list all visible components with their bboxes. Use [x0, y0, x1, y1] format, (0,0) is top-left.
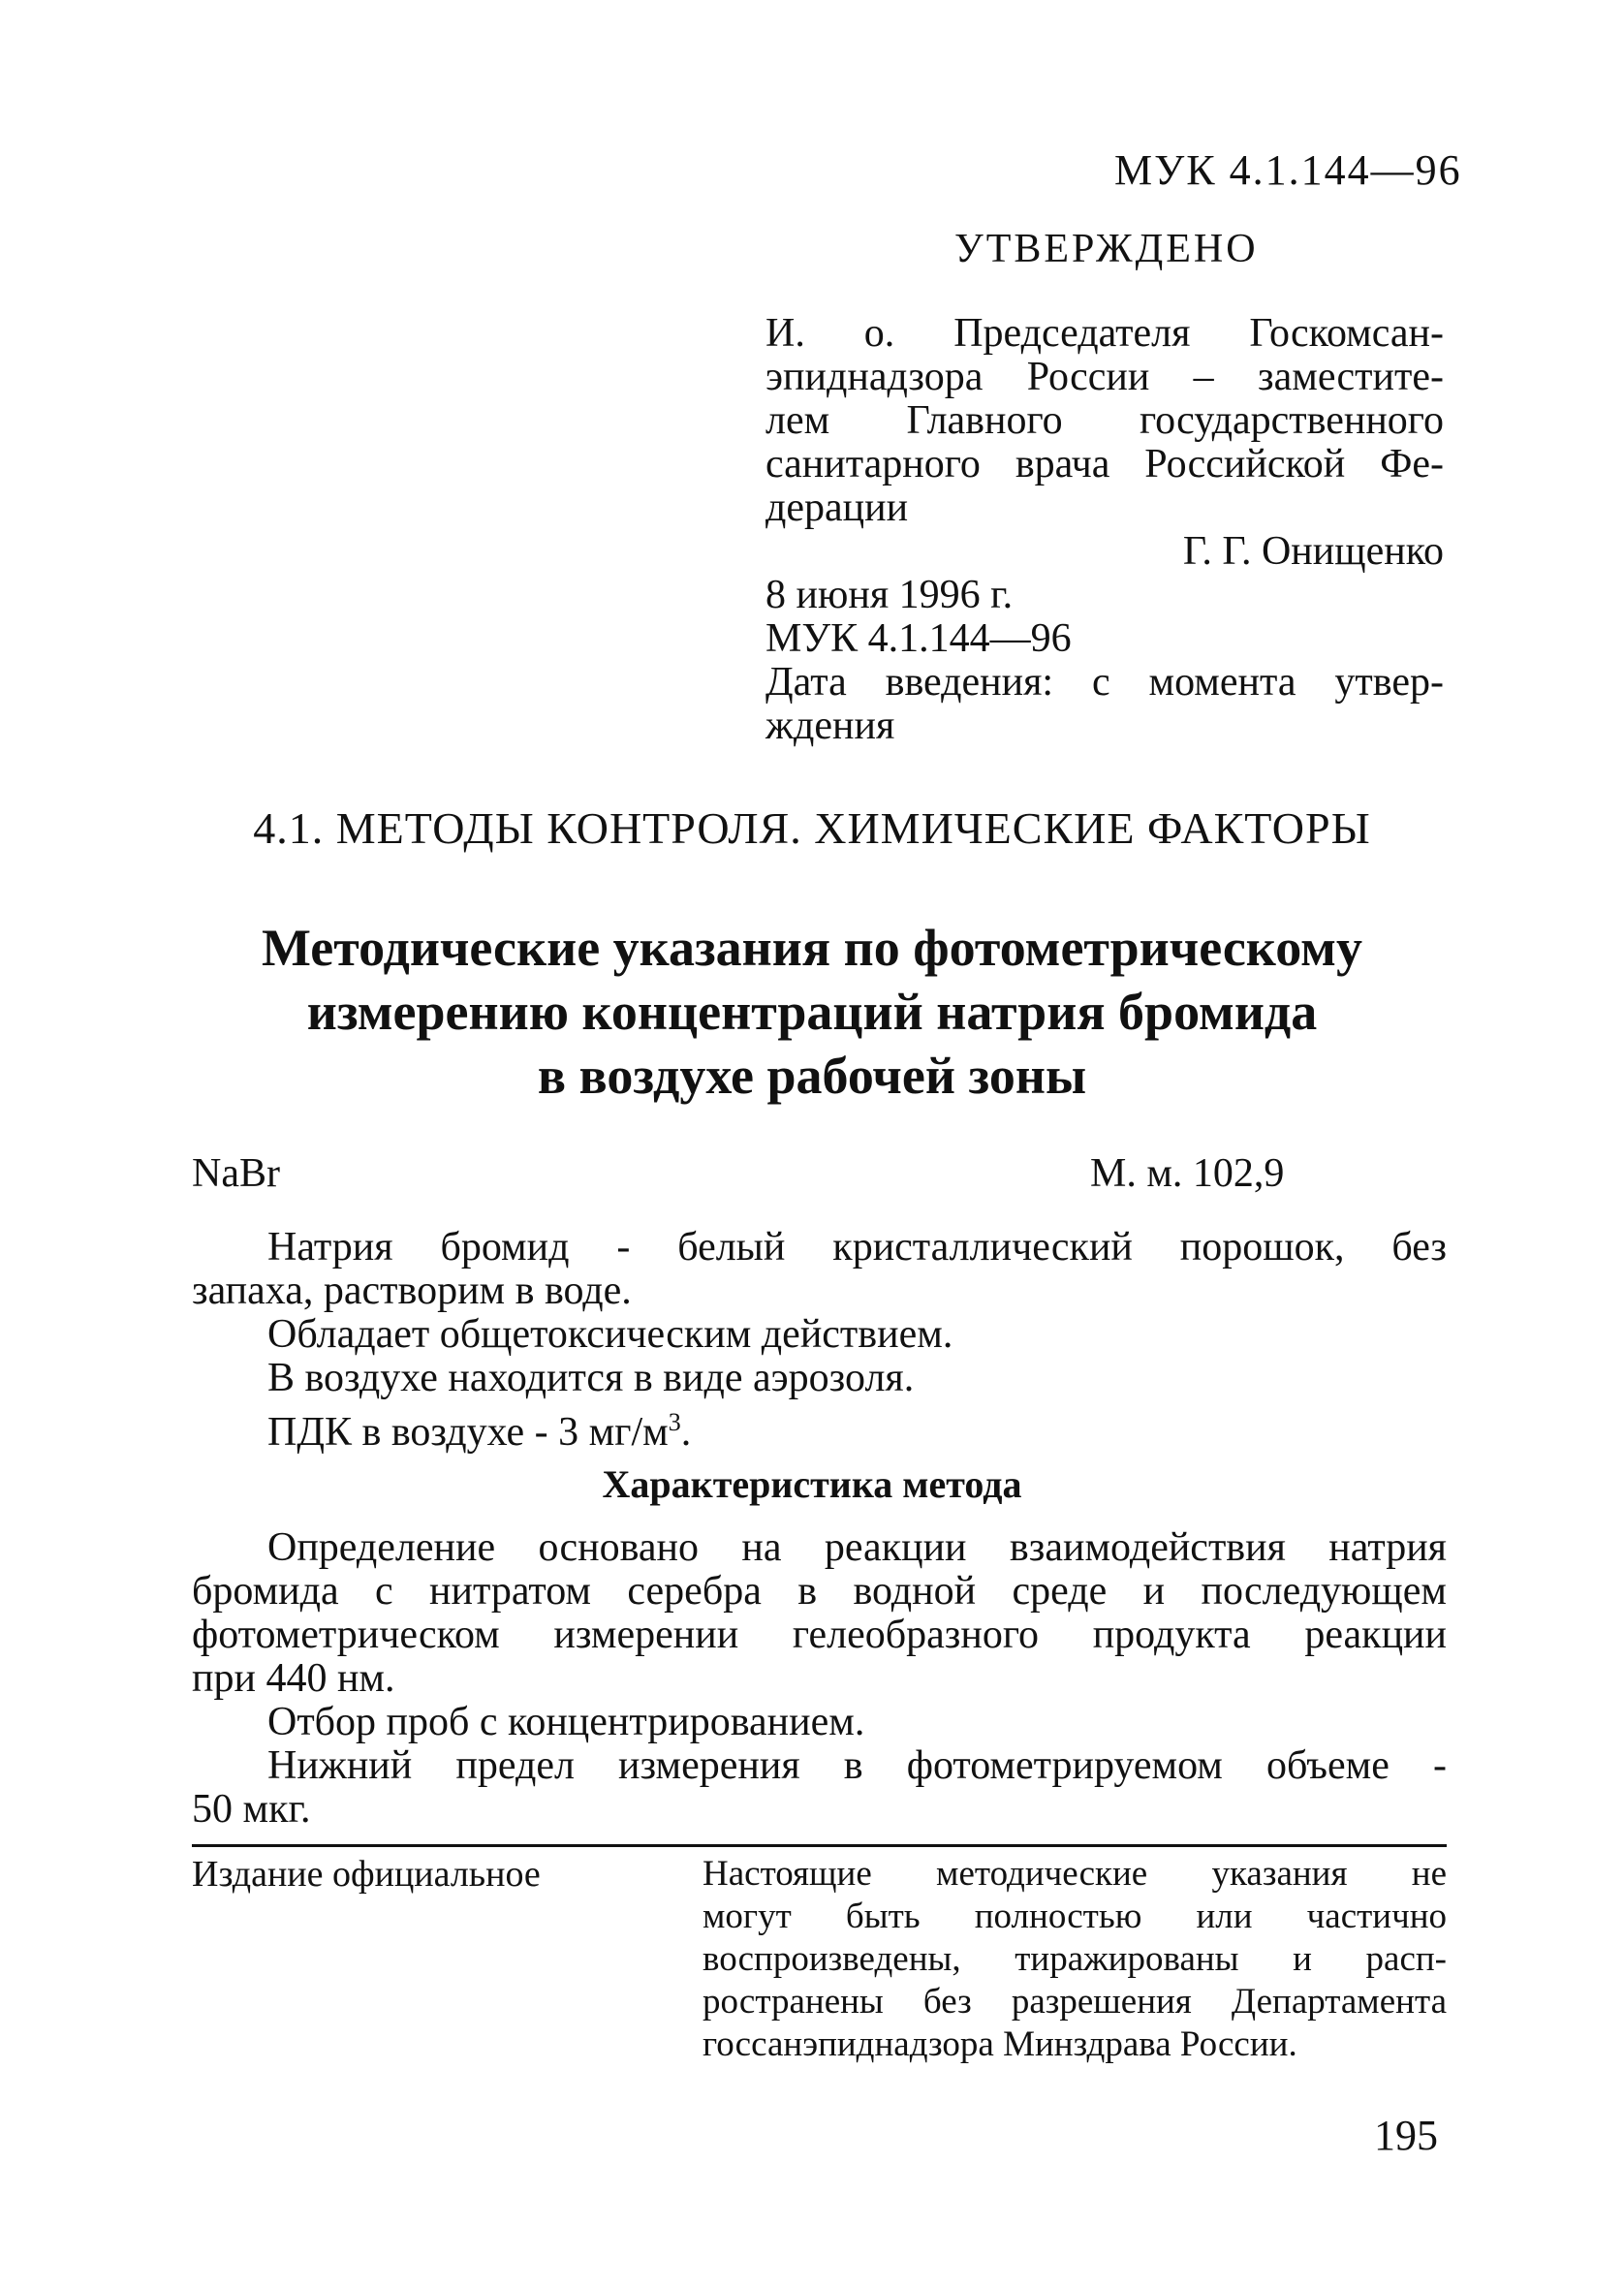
mac-superscript: 3 — [668, 1408, 681, 1436]
approval-line: И. о. Председателя Госкомсан- — [765, 311, 1444, 356]
description-line: В воздухе находится в виде аэрозоля. — [267, 1356, 915, 1400]
molar-mass: М. м. 102,9 — [1090, 1151, 1285, 1196]
signatory-name: Г. Г. Онищенко — [1182, 529, 1444, 574]
limit-line: Нижний предел измерения в фотометрируемом объеме - — [267, 1743, 1447, 1788]
note-line: госсанэпиднадзора Минздрава России. — [703, 2024, 1297, 2064]
title-line: Методические указания по фотометрическому — [262, 919, 1362, 977]
doc-code: МУК 4.1.144—96 — [1114, 146, 1462, 194]
method-line: бромида с нитратом серебра в водной среде и последующем — [192, 1569, 1447, 1614]
introduction-date-line: Дата введения: с момента утвер- — [765, 660, 1444, 705]
approval-line: эпиднадзора России – заместите- — [765, 355, 1444, 399]
description-line: запаха, растворим в воде. — [192, 1269, 632, 1313]
substance-description — [192, 1226, 1447, 1455]
footer-divider — [192, 1844, 1447, 1847]
limit-line: 50 мкг. — [192, 1787, 311, 1832]
method-heading: Характеристика метода — [602, 1462, 1022, 1506]
approval-block — [765, 312, 1444, 748]
method-line: при 440 нм. — [192, 1656, 395, 1701]
method-description — [192, 1526, 1447, 1832]
approval-stamp: УТВЕРЖДЕНО — [954, 227, 1259, 271]
document-title — [0, 916, 1624, 1108]
description-line: Натрия бромид - белый кристаллический порошок, без — [267, 1225, 1447, 1270]
doc-code-repeat: МУК 4.1.144—96 — [765, 616, 1072, 661]
approval-date: 8 июня 1996 г. — [765, 573, 1014, 617]
chemical-formula: NaBr — [192, 1151, 280, 1196]
mac-text: ПДК в воздухе - 3 мг/м — [267, 1410, 669, 1455]
approval-line: лем Главного государственного — [765, 398, 1444, 443]
page-number: 195 — [1374, 2112, 1438, 2159]
edition-label: Издание официальное — [192, 1854, 541, 1895]
description-line: Обладает общетоксическим действием. — [267, 1312, 953, 1357]
title-line: измерению концентраций натрия бромида — [306, 983, 1318, 1041]
note-line: Настоящие методические указания не — [703, 1854, 1447, 1894]
note-line: ространены без разрешения Департамента — [703, 1982, 1447, 2022]
section-heading: 4.1. МЕТОДЫ КОНТРОЛЯ. ХИМИЧЕСКИЕ ФАКТОРЫ — [253, 803, 1371, 853]
method-line: Определение основано на реакции взаимодействия натрия — [267, 1525, 1447, 1570]
method-line: фотометрическом измерении гелеобразного продукта реакции — [192, 1613, 1447, 1657]
note-line: воспроизведены, тиражированы и расп- — [703, 1939, 1447, 1979]
approval-line: санитарного врача Российской Фе- — [765, 442, 1444, 486]
approval-line: дерации — [765, 486, 909, 530]
introduction-date-line: ждения — [765, 704, 895, 748]
copyright-note — [703, 1853, 1447, 2066]
sampling-line: Отбор проб с концентрированием. — [267, 1700, 865, 1744]
note-line: могут быть полностью или частично — [703, 1897, 1447, 1936]
mac-period: . — [680, 1410, 692, 1455]
title-line: в воздухе рабочей зоны — [537, 1047, 1087, 1105]
mac-line — [192, 1400, 1447, 1455]
